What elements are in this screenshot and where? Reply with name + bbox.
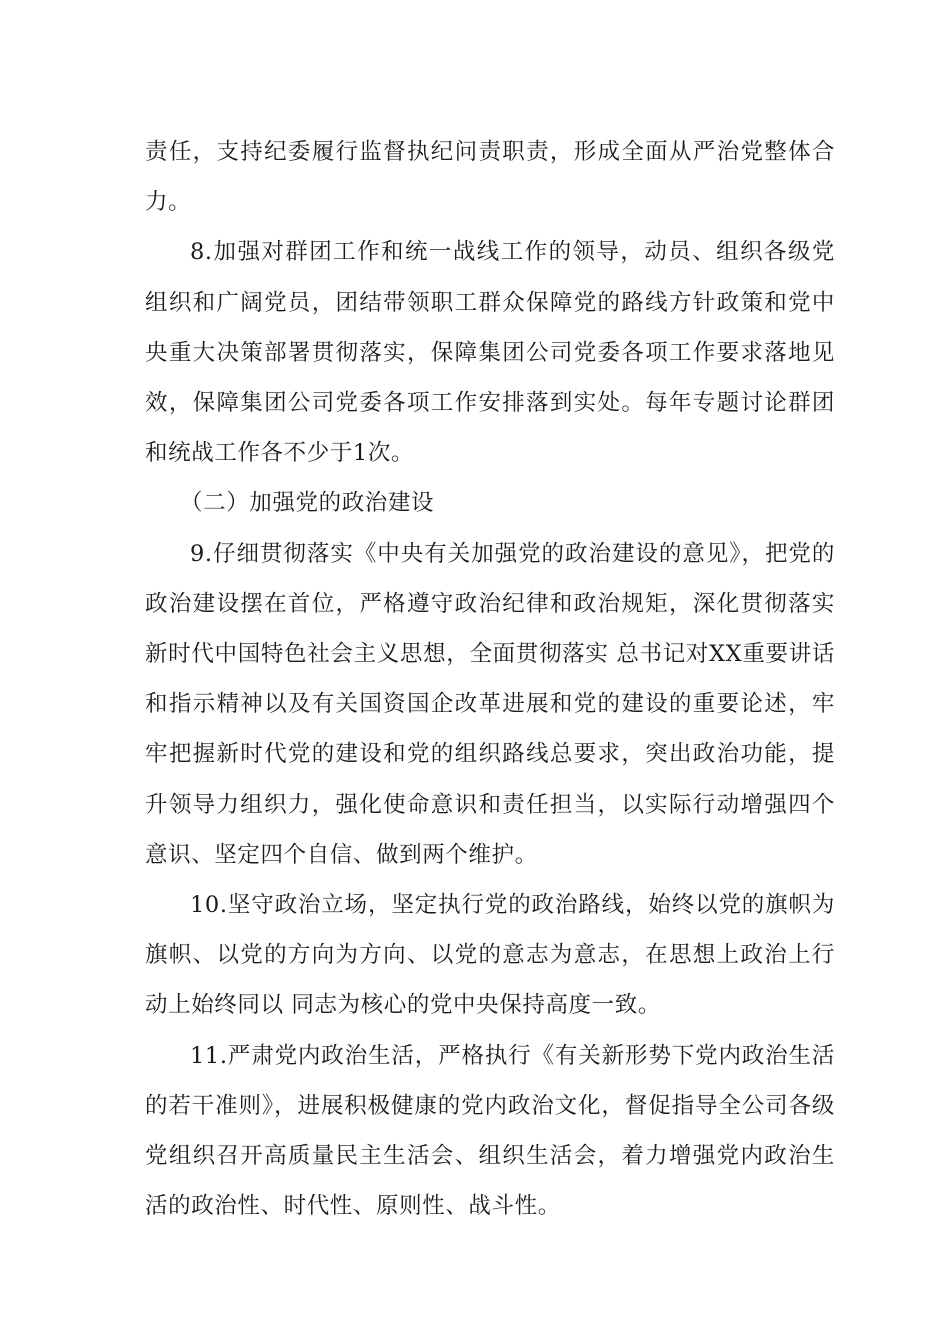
paragraph-continuation: 责任，支持纪委履行监督执纪问责职责，形成全面从严治党整体合力。	[145, 139, 835, 216]
paragraph-item-9: 9.仔细贯彻落实《中央有关加强党的政治建设的意见》，把党的政治建设摆在首位，严格遵守政治纪律和政治规矩，深化贯彻落实 新时代中国特色社会主义思想，全面贯彻落实 总书记对XX重要讲话和指示精神以及有关国资国企改革进展和党的建设的重要论述，牢牢把握新时代党的建设和党的组织路线总要求，突出政治功能，提升领导力组织力，强化使命意识和责任担当，以实际行动增强四个意识、坚定四个自信、做到两个维护。	[145, 540, 835, 868]
paragraph-item-8: 8.加强对群团工作和统一战线工作的领导，动员、组织各级党组织和广阔党员，团结带领职工群众保障党的路线方针政策和党中央重大决策部署贯彻落实，保障集团公司党委各项工作要求落地见效，保障集团公司党委各项工作安排落到实处。每年专题讨论群团和统战工作各不少于1次。	[145, 239, 835, 467]
paragraph-item-10: 10.坚守政治立场，坚定执行党的政治路线，始终以党的旗帜为旗帜、以党的方向为方向、以党的意志为意志，在思想上政治上行动上始终同以 同志为核心的党中央保持高度一致。	[145, 892, 835, 1019]
document-body	[145, 127, 835, 1231]
paragraph-item-11: 11.严肃党内政治生活，严格执行《有关新形势下党内政治生活的若干准则》，进展积极健康的党内政治文化，督促指导全公司各级党组织召开高质量民主生活会、组织生活会，着力增强党内政治生活的政治性、时代性、原则性、战斗性。	[145, 1042, 835, 1220]
section-heading: （二）加强党的政治建设	[180, 490, 435, 517]
